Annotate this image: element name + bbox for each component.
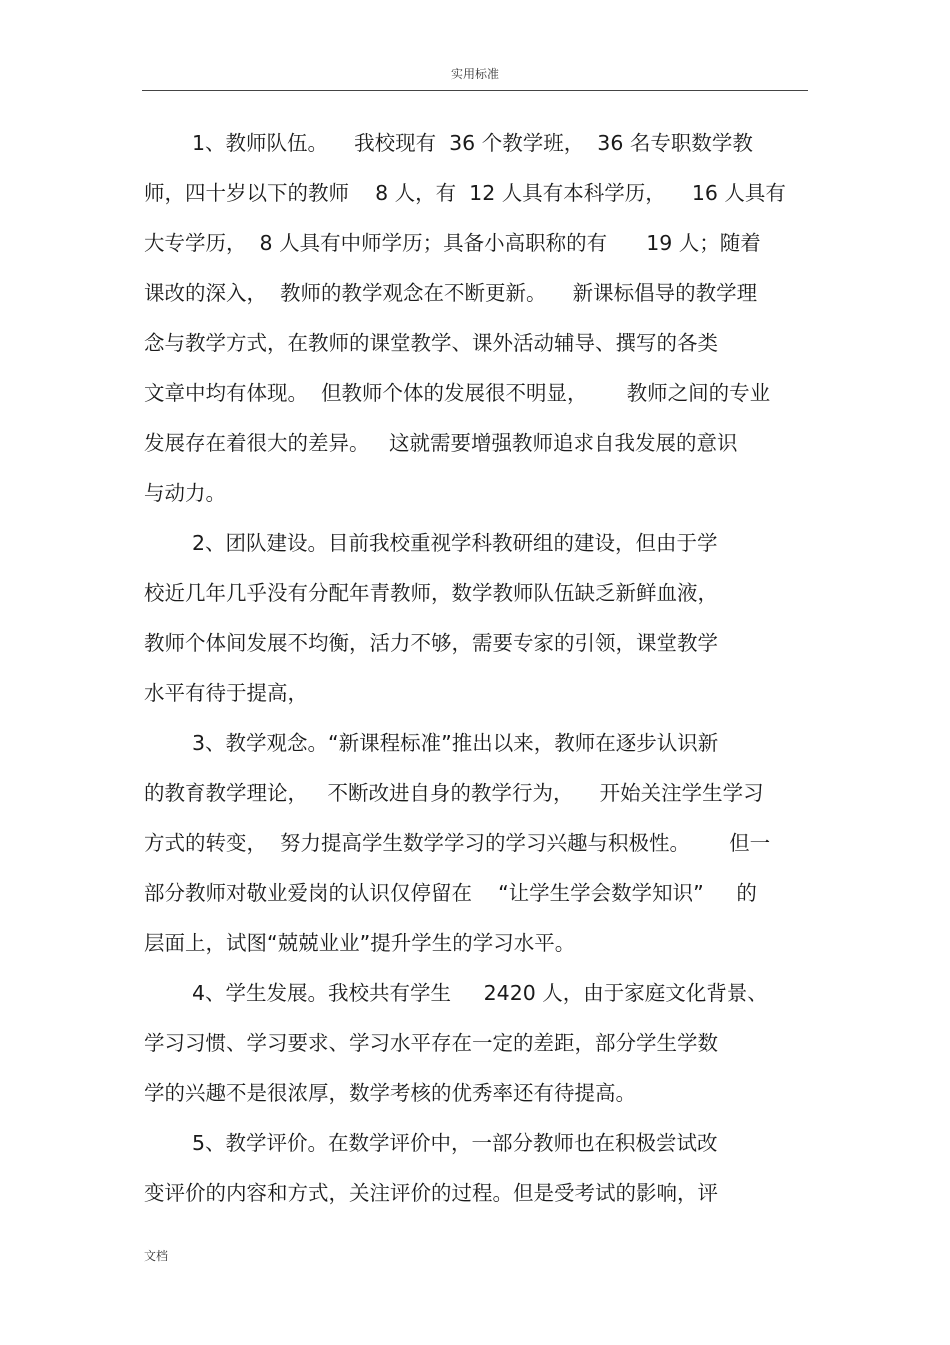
paragraph-line: 1、教师队伍。 我校现有 36 个教学班， 36 名专职数学教: [192, 131, 753, 155]
header-divider: [142, 90, 808, 91]
paragraph-line: 发展存在着很大的差异。 这就需要增强教师追求自我发展的意识: [144, 431, 738, 455]
paragraph-line: 课改的深入， 教师的教学观念在不断更新。 新课标倡导的教学理: [144, 281, 758, 305]
page-header: 实用标准: [450, 67, 499, 81]
paragraph-line: 学习习惯、学习要求、学习水平存在一定的差距，部分学生学数: [144, 1031, 718, 1055]
paragraph-line: 方式的转变， 努力提高学生数学学习的学习兴趣与积极性。 但一: [144, 831, 771, 855]
paragraph-line: 3、教学观念。“新课程标准”推出以来，教师在逐步认识新: [192, 731, 719, 755]
paragraph-line: 师，四十岁以下的教师 8 人，有 12 人具有本科学历， 16 人具有: [144, 181, 786, 205]
paragraph-line: 念与教学方式，在教师的课堂教学、课外活动辅导、撰写的各类: [144, 331, 718, 355]
paragraph-line: 大专学历， 8 人具有中师学历；具备小高职称的有 19 人；随着: [144, 231, 761, 255]
paragraph-line: 层面上，试图“兢兢业业”提升学生的学习水平。: [144, 931, 576, 955]
paragraph-line: 学的兴趣不是很浓厚，数学考核的优秀率还有待提高。: [144, 1081, 636, 1105]
paragraph-line: 文章中均有体现。 但教师个体的发展很不明显， 教师之间的专业: [144, 381, 771, 405]
paragraph-line: 部分教师对敬业爱岗的认识仅停留在 “让学生学会数学知识” 的: [144, 881, 757, 905]
paragraph-line: 教师个体间发展不均衡，活力不够，需要专家的引领，课堂教学: [144, 631, 718, 655]
paragraph-line: 校近几年几乎没有分配年青教师，数学教师队伍缺乏新鲜血液，: [144, 581, 718, 605]
paragraph-line: 变评价的内容和方式，关注评价的过程。但是受考试的影响，评: [144, 1181, 718, 1205]
paragraph-line: 与动力。: [144, 481, 226, 505]
paragraph-line: 水平有待于提高，: [144, 681, 308, 705]
paragraph-line: 4、学生发展。我校共有学生 2420 人，由于家庭文化背景、: [192, 981, 768, 1005]
page-footer: 文档: [144, 1249, 169, 1263]
paragraph-line: 5、教学评价。在数学评价中，一部分教师也在积极尝试改: [192, 1131, 718, 1155]
paragraph-line: 的教育教学理论， 不断改进自身的教学行为， 开始关注学生学习: [144, 781, 764, 805]
paragraph-line: 2、团队建设。目前我校重视学科教研组的建设，但由于学: [192, 531, 718, 555]
